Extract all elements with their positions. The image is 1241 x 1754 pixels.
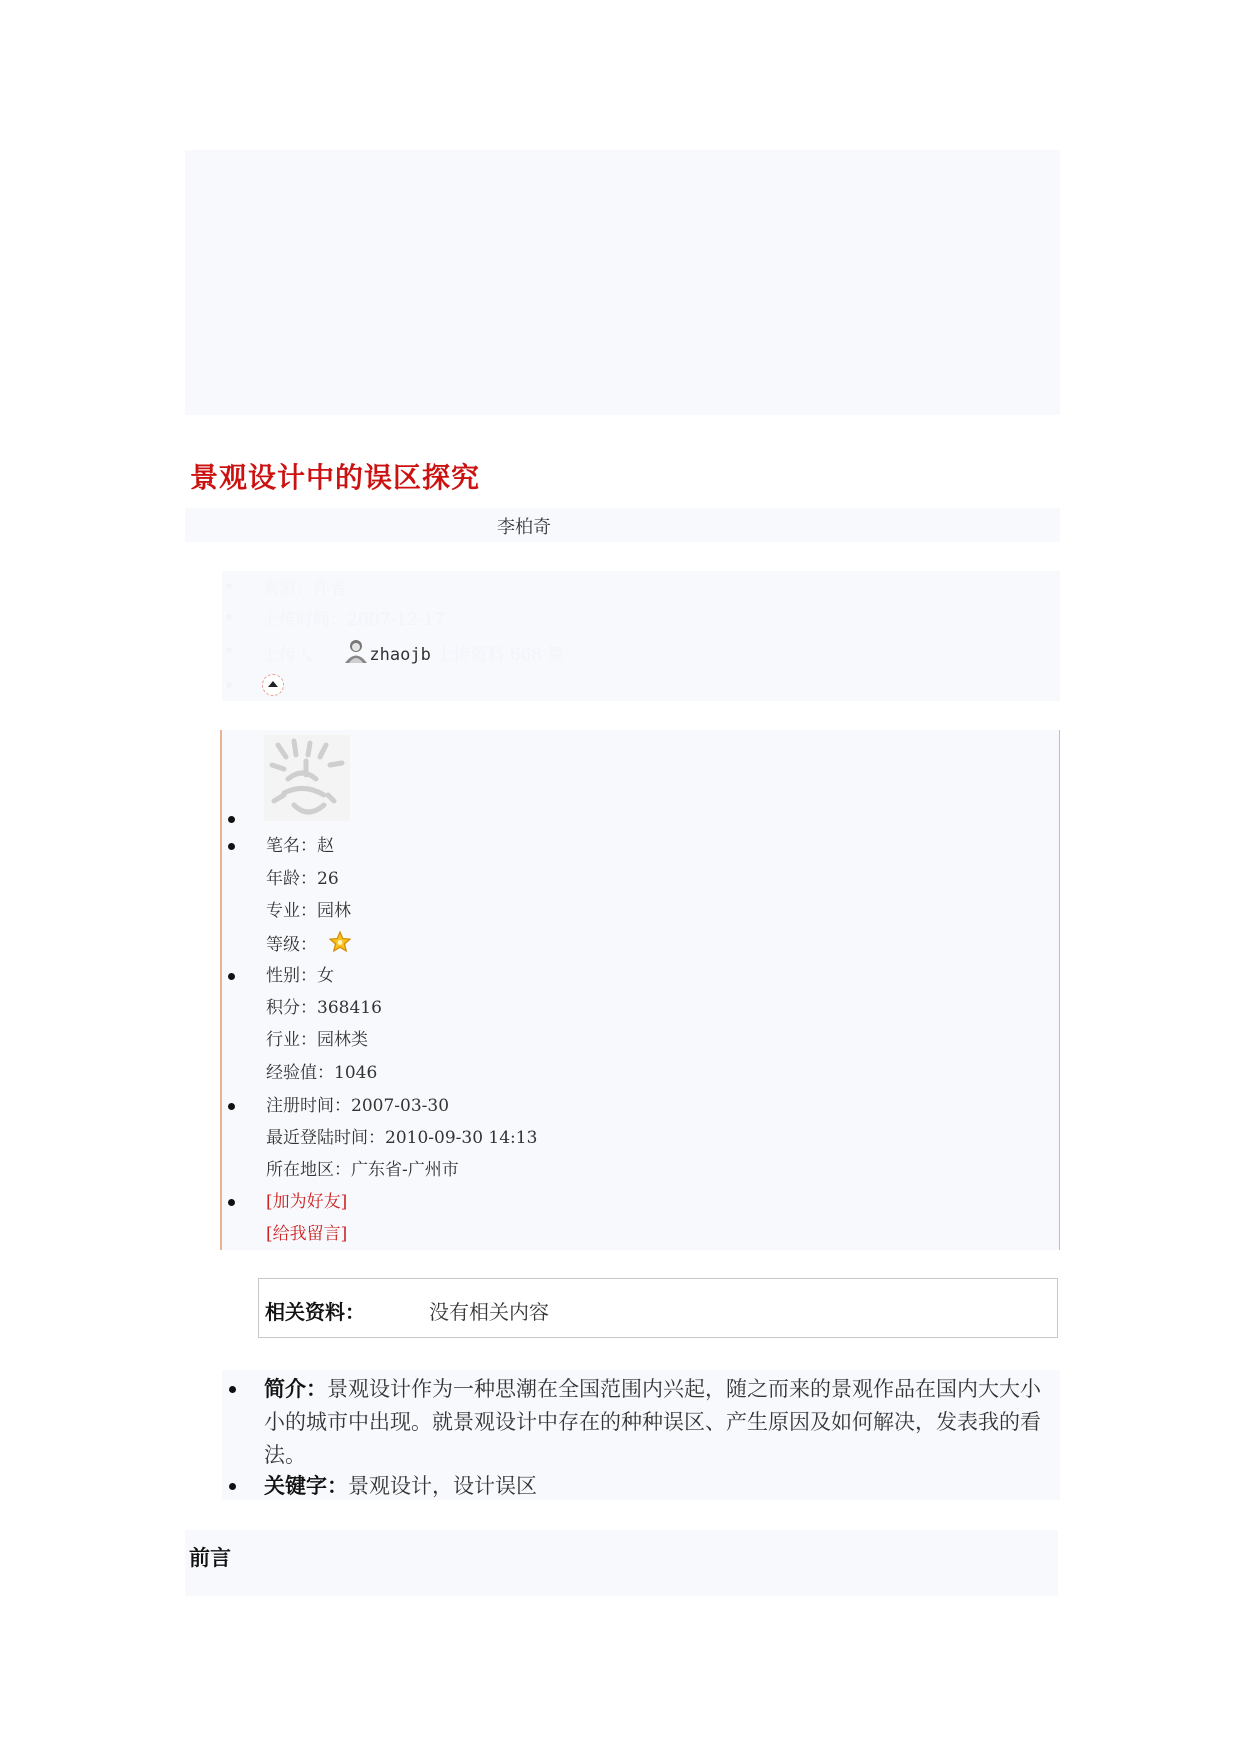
keywords-paragraph [264,1469,537,1503]
industry: 行业：园林类 [266,1030,368,1050]
author-bar [185,508,1060,542]
profile-bullet [228,973,235,980]
points: 积分：368416 [266,998,382,1018]
add-friend-link[interactable]: [加为好友] [266,1192,348,1212]
level-row [266,931,351,956]
star-icon [329,931,351,953]
meta-source: 来源：作者 [262,579,347,599]
keywords-label: 关键字： [264,1473,348,1498]
intro-paragraph [264,1372,1054,1472]
meta-bullet [226,647,232,653]
last-login: 最近登陆时间：2010-09-30 14:13 [266,1128,538,1148]
age: 年龄：26 [266,869,339,889]
summary-bullet [229,1386,236,1393]
intro-label: 简介： [264,1376,327,1401]
profile-bullet [228,816,235,823]
register-time: 注册时间：2007-03-30 [266,1096,450,1116]
user-icon [343,638,369,664]
meta-bullet [226,614,232,620]
region: 所在地区：广东省-广州市 [266,1160,459,1180]
experience: 经验值：1046 [266,1063,378,1083]
collapse-up-icon[interactable] [262,674,284,696]
related-materials [258,1278,1058,1338]
meta-bullet [226,583,232,589]
uploader-label: 上传人： [262,645,330,665]
preface-section [185,1530,1058,1596]
summary [222,1370,1060,1500]
uploader-row [262,638,565,664]
profile-bullet [228,1199,235,1206]
profile-bullet [228,1103,235,1110]
uploader-link[interactable]: zhaojb [369,645,431,665]
profile-bullet [228,843,235,850]
related-label: 相关资料： [265,1300,365,1324]
intro-text: 景观设计作为一种思潮在全国范围内兴起，随之而来的景观作品在国内大大小小的城市中出现。就景观设计中存在的种种误区、产生原因及如何解决，发表我的看法。 [264,1377,1041,1467]
level-label: 等级： [266,935,317,955]
article-title: 景观设计中的误区探究 [190,461,481,494]
uploader-suffix: 上传资料 668 篇 [436,645,565,665]
preface-title: 前言 [189,1545,231,1570]
top-banner [185,150,1060,415]
gender: 性别：女 [266,966,334,986]
meta-bullet [226,682,232,688]
summary-bullet [229,1483,236,1490]
article-meta [222,571,1060,701]
author-name: 李柏奇 [497,517,551,538]
uploader-profile [220,730,1060,1250]
meta-upload-time: 上传时间：2007-12-17 [262,610,446,630]
avatar [264,735,350,821]
leave-message-link[interactable]: [给我留言] [266,1224,348,1244]
pen-name: 笔名：赵 [266,836,334,856]
related-value: 没有相关内容 [429,1300,549,1324]
major: 专业：园林 [266,901,351,921]
keywords-text: 景观设计，设计误区 [348,1474,537,1498]
